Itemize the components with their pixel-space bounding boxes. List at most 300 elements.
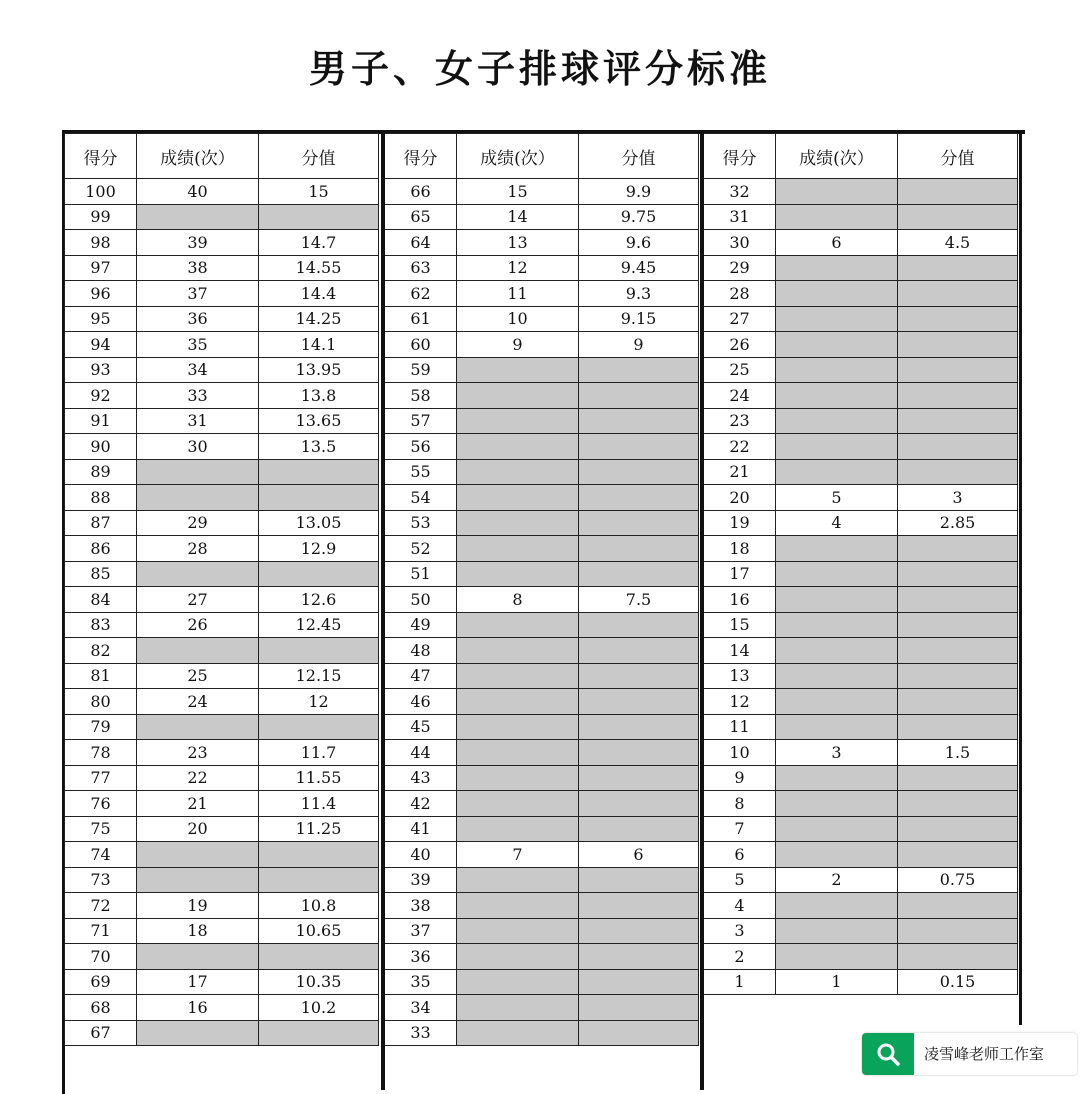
cell-score: 42 [385,791,457,817]
cell-result: 11 [457,281,579,307]
cell-score: 73 [65,867,137,893]
cell-result [776,714,898,740]
cell-value: 11.4 [259,791,379,817]
cell-value [579,816,699,842]
cell-result [776,434,898,460]
cell-score: 43 [385,765,457,791]
table-row [65,816,379,842]
cell-result [457,689,579,715]
cell-result: 33 [137,383,259,409]
cell-score: 66 [385,179,457,205]
cell-score: 84 [65,587,137,613]
cell-score: 78 [65,740,137,766]
header-score: 得分 [65,134,137,179]
table-row [65,969,379,995]
cell-score: 57 [385,408,457,434]
page-title: 男子、女子排球评分标准 [308,46,771,91]
cell-value [579,408,699,434]
column-divider [381,130,385,1090]
search-icon [862,1033,914,1075]
table-row [65,332,379,358]
cell-result [776,918,898,944]
table-row [704,791,1018,817]
cell-value: 14.25 [259,306,379,332]
table-row [65,918,379,944]
cell-result [457,510,579,536]
table-row [385,714,699,740]
cell-score: 76 [65,791,137,817]
cell-value [259,459,379,485]
cell-value [579,918,699,944]
cell-value [259,842,379,868]
header-result: 成绩(次） [457,134,579,179]
cell-value [579,944,699,970]
cell-value: 0.75 [898,867,1018,893]
cell-score: 38 [385,893,457,919]
cell-score: 7 [704,816,776,842]
table-row [385,740,699,766]
cell-score: 2 [704,944,776,970]
table-row [385,944,699,970]
cell-score: 58 [385,383,457,409]
cell-result [457,995,579,1021]
table-row [65,561,379,587]
cell-score: 79 [65,714,137,740]
cell-value: 12.6 [259,587,379,613]
cell-score: 69 [65,969,137,995]
cell-result [137,867,259,893]
cell-value [259,867,379,893]
cell-score: 18 [704,536,776,562]
table-row [704,357,1018,383]
cell-value [579,357,699,383]
watermark-text: 凌雪峰老师工作室 [924,1045,1045,1063]
table-row [704,663,1018,689]
cell-score: 45 [385,714,457,740]
cell-value: 10.8 [259,893,379,919]
column-divider [700,130,704,1090]
cell-value [898,918,1018,944]
table-row [385,587,699,613]
table-row [385,383,699,409]
cell-score: 25 [704,357,776,383]
cell-result [776,944,898,970]
header-value: 分值 [579,134,699,179]
cell-result [137,944,259,970]
cell-result: 14 [457,204,579,230]
cell-value [259,638,379,664]
table-row [704,969,1018,995]
table-row [704,918,1018,944]
cell-score: 95 [65,306,137,332]
table-row [385,893,699,919]
cell-result [776,816,898,842]
table-row [65,995,379,1021]
cell-score: 48 [385,638,457,664]
cell-result: 4 [776,510,898,536]
cell-value [579,740,699,766]
cell-result [776,765,898,791]
cell-value [259,204,379,230]
table-row [704,842,1018,868]
cell-result: 29 [137,510,259,536]
cell-result: 30 [137,434,259,460]
table-row [704,204,1018,230]
cell-result: 1 [776,969,898,995]
cell-result: 34 [137,357,259,383]
cell-result [457,638,579,664]
cell-score: 85 [65,561,137,587]
cell-score: 29 [704,255,776,281]
cell-score: 55 [385,459,457,485]
cell-result: 5 [776,485,898,511]
cell-score: 28 [704,281,776,307]
table-row [704,510,1018,536]
cell-value [898,536,1018,562]
table-row [65,740,379,766]
table-row [65,791,379,817]
cell-value [579,510,699,536]
cell-value: 11.55 [259,765,379,791]
cell-value [898,434,1018,460]
cell-value [579,867,699,893]
cell-result [776,204,898,230]
table-row [704,765,1018,791]
header-row [385,134,699,179]
cell-result [137,714,259,740]
cell-score: 82 [65,638,137,664]
cell-score: 12 [704,689,776,715]
cell-value: 12.15 [259,663,379,689]
cell-result [457,969,579,995]
table-row [704,561,1018,587]
cell-result: 20 [137,816,259,842]
cell-result: 26 [137,612,259,638]
table-row [385,969,699,995]
header-score: 得分 [704,134,776,179]
cell-score: 83 [65,612,137,638]
cell-score: 92 [65,383,137,409]
cell-score: 70 [65,944,137,970]
table-row [704,459,1018,485]
cell-result: 9 [457,332,579,358]
table-row [704,383,1018,409]
cell-value [579,714,699,740]
cell-score: 14 [704,638,776,664]
cell-score: 27 [704,306,776,332]
table-row [704,612,1018,638]
cell-result [457,791,579,817]
cell-result: 37 [137,281,259,307]
cell-value: 14.4 [259,281,379,307]
cell-result [457,383,579,409]
cell-value [579,689,699,715]
cell-score: 34 [385,995,457,1021]
header-value: 分值 [898,134,1018,179]
table-row [704,689,1018,715]
cell-score: 68 [65,995,137,1021]
cell-result [137,561,259,587]
cell-result [457,485,579,511]
cell-result [137,1020,259,1046]
score-table-1 [64,133,379,1046]
cell-value: 14.55 [259,255,379,281]
table-row [385,995,699,1021]
cell-score: 86 [65,536,137,562]
cell-result [457,1020,579,1046]
cell-result [457,561,579,587]
cell-score: 81 [65,663,137,689]
cell-score: 32 [704,179,776,205]
table-row [65,408,379,434]
cell-value: 14.1 [259,332,379,358]
cell-score: 97 [65,255,137,281]
cell-score: 20 [704,485,776,511]
cell-value [579,893,699,919]
cell-score: 10 [704,740,776,766]
cell-result [457,944,579,970]
cell-score: 91 [65,408,137,434]
table-row [704,816,1018,842]
cell-score: 21 [704,459,776,485]
cell-value [259,714,379,740]
cell-value [579,995,699,1021]
cell-score: 54 [385,485,457,511]
cell-value: 9.6 [579,230,699,256]
cell-score: 33 [385,1020,457,1046]
cell-value [579,561,699,587]
table-row [65,383,379,409]
table-row [704,306,1018,332]
score-table-3 [703,133,1018,995]
table-row [385,689,699,715]
table-row [385,612,699,638]
cell-result: 21 [137,791,259,817]
cell-value [898,179,1018,205]
watermark-badge [862,1033,1077,1075]
cell-value: 11.25 [259,816,379,842]
table-row [65,179,379,205]
cell-result [457,663,579,689]
table-row [385,842,699,868]
header-value: 分值 [259,134,379,179]
cell-value [898,663,1018,689]
table-row [385,663,699,689]
cell-result: 6 [776,230,898,256]
table-row [385,638,699,664]
cell-value: 7.5 [579,587,699,613]
cell-result: 13 [457,230,579,256]
cell-value [579,536,699,562]
table-row [65,230,379,256]
cell-result [137,459,259,485]
cell-result: 19 [137,893,259,919]
table-row [704,638,1018,664]
table-row [65,612,379,638]
cell-score: 3 [704,918,776,944]
cell-score: 39 [385,867,457,893]
cell-value [898,459,1018,485]
cell-score: 5 [704,867,776,893]
table-row [65,944,379,970]
cell-score: 35 [385,969,457,995]
cell-value: 0.15 [898,969,1018,995]
cell-result: 36 [137,306,259,332]
cell-result: 39 [137,230,259,256]
table-row [704,230,1018,256]
cell-result: 2 [776,867,898,893]
table-row [65,765,379,791]
cell-value [898,383,1018,409]
table-row [704,255,1018,281]
table-row [704,408,1018,434]
table-row [385,561,699,587]
header-result: 成绩(次） [137,134,259,179]
cell-result [457,740,579,766]
cell-result [457,893,579,919]
table-row [385,536,699,562]
cell-score: 99 [65,204,137,230]
cell-value [898,408,1018,434]
cell-result [137,638,259,664]
table-row [65,485,379,511]
table-row [385,459,699,485]
cell-score: 90 [65,434,137,460]
cell-result [457,408,579,434]
cell-value [898,306,1018,332]
table-row [65,204,379,230]
cell-score: 50 [385,587,457,613]
table-row [385,1020,699,1046]
cell-result [776,408,898,434]
cell-value [579,485,699,511]
table-row [385,332,699,358]
cell-score: 26 [704,332,776,358]
cell-score: 63 [385,255,457,281]
cell-result [776,561,898,587]
cell-score: 65 [385,204,457,230]
cell-value [259,561,379,587]
cell-result [137,204,259,230]
table-row [704,434,1018,460]
cell-result: 23 [137,740,259,766]
cell-value [579,434,699,460]
table-row [385,281,699,307]
table-row [385,230,699,256]
cell-score: 80 [65,689,137,715]
table-row [704,485,1018,511]
table-row [65,842,379,868]
table-row [385,485,699,511]
cell-value: 10.65 [259,918,379,944]
cell-score: 88 [65,485,137,511]
cell-score: 24 [704,383,776,409]
cell-value: 12.9 [259,536,379,562]
cell-score: 13 [704,663,776,689]
cell-result [457,816,579,842]
cell-score: 47 [385,663,457,689]
cell-result [137,842,259,868]
cell-value: 9 [579,332,699,358]
table-row [65,638,379,664]
cell-score: 31 [704,204,776,230]
table-row [704,714,1018,740]
header-row [704,134,1018,179]
cell-result [776,332,898,358]
table-right-border [1019,130,1022,1025]
cell-score: 89 [65,459,137,485]
table-row [65,714,379,740]
table-row [65,510,379,536]
cell-score: 23 [704,408,776,434]
cell-score: 9 [704,765,776,791]
table-row [704,332,1018,358]
cell-value: 13.05 [259,510,379,536]
cell-value [259,1020,379,1046]
cell-value: 12.45 [259,612,379,638]
cell-score: 74 [65,842,137,868]
cell-score: 52 [385,536,457,562]
cell-score: 94 [65,332,137,358]
cell-score: 77 [65,765,137,791]
cell-score: 51 [385,561,457,587]
cell-result: 12 [457,255,579,281]
table-row [704,536,1018,562]
cell-result [776,638,898,664]
header-row [65,134,379,179]
cell-value: 2.85 [898,510,1018,536]
cell-value [898,561,1018,587]
table-row [385,179,699,205]
cell-result: 10 [457,306,579,332]
cell-value [898,612,1018,638]
cell-score: 93 [65,357,137,383]
cell-result [776,383,898,409]
cell-score: 98 [65,230,137,256]
cell-value: 4.5 [898,230,1018,256]
cell-score: 61 [385,306,457,332]
table-row [65,893,379,919]
cell-score: 1 [704,969,776,995]
cell-score: 72 [65,893,137,919]
cell-value [898,689,1018,715]
cell-score: 41 [385,816,457,842]
table-row [65,306,379,332]
cell-score: 44 [385,740,457,766]
cell-result: 7 [457,842,579,868]
cell-value: 13.65 [259,408,379,434]
table-row [65,357,379,383]
cell-result [457,612,579,638]
cell-value: 13.5 [259,434,379,460]
cell-score: 49 [385,612,457,638]
cell-value: 15 [259,179,379,205]
cell-score: 17 [704,561,776,587]
table-row [65,587,379,613]
cell-value [898,281,1018,307]
cell-result [776,893,898,919]
cell-value [579,791,699,817]
cell-score: 8 [704,791,776,817]
cell-value [579,638,699,664]
cell-value [898,587,1018,613]
table-row [385,255,699,281]
cell-value [579,612,699,638]
table-row [385,204,699,230]
cell-value: 3 [898,485,1018,511]
cell-value [579,459,699,485]
table-row [385,816,699,842]
